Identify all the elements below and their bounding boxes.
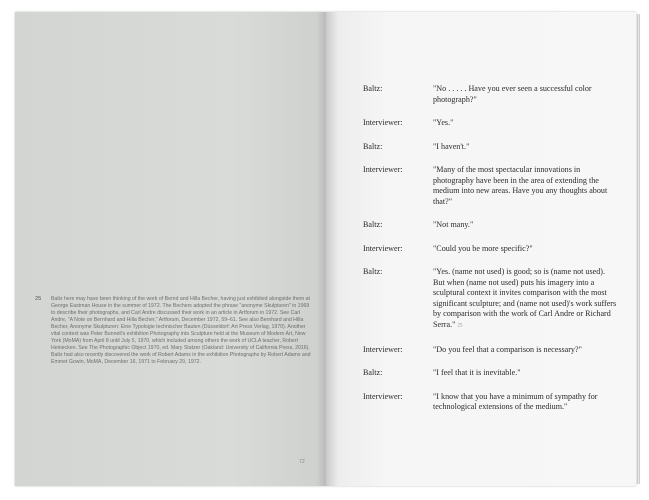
dialogue-row — [363, 345, 625, 356]
speaker-label: Baltz: — [363, 220, 383, 229]
speaker-label: Interviewer: — [363, 344, 403, 354]
speech-text: "Many of the most spectacular innovations in photography have been in the area of extending the medium into new areas. Have you any thoughts about that?" — [433, 165, 608, 206]
dialogue-row — [363, 220, 625, 231]
speech-text: "Could you be more specific?" — [433, 243, 533, 253]
dialogue-row — [363, 142, 625, 153]
speech-text: "I know that you have a minimum of sympathy for technological extensions of the medium." — [433, 391, 598, 411]
speech-with-footnote — [433, 267, 618, 332]
dialogue-row — [363, 118, 625, 129]
speaker-label: Interviewer: — [363, 165, 403, 174]
speaker-label: Interviewer: — [363, 118, 403, 127]
speech-text: "I haven't." — [433, 141, 470, 151]
speech-text: "No . . . . . Have you ever seen a successful color photograph?" — [433, 84, 592, 104]
page-number: 72 — [299, 459, 305, 465]
speech-text: "Yes. (name not used) is good; so is (name not used). But when (name not used) puts his imagery into a sculptural context it invites comparison with the most significant sculpture; and (name not used)'s work suffers by comparison with the work of Carl Andre or Richard Serra." — [433, 267, 617, 329]
footnote-number: 25 — [35, 296, 42, 302]
dialogue-row — [363, 368, 625, 379]
footnote-reference[interactable]: 25 — [457, 323, 463, 328]
footnote-text: Baltz here may have been thinking of the work of Bernd and Hilla Becher, having just exhibited alongside them at George Eastman House in the summer of 1972. The Bechers adopted the phrase "anonyme Skulpturen" in 1969 to describe their photographs, and Carl Andre discussed their work in an article in Artforum in 1972. See Carl Andre, "A Note on Bernhard and Hilla Becher," Artforum, December 1972, 59–61. See also Bernhard and Hilla Becher, Anonyme Skulpturen: Eine Typologie technischer Bauten (Düsseldorf: Art Press Verlag, 1970). Another vital context was Peter Bunnell's exhibition Photography into Sculpture held at the Museum of Modern Art, New York (MoMA) from April 8 until July 5, 1970, which included among others the work of UCLA teacher, Robert Heinecken. See The Photographic Object 1970, ed. Mary Statzer (Oakland: University of California Press, 2016). Baltz had also recently discovered the work of Robert Adams in the exhibition Photographs by Robert Adams and Emmet Gowin, MoMA, December 16, 1971 to February 29, 1972. — [51, 296, 311, 365]
dialogue-row — [363, 244, 625, 255]
speaker-label: Baltz: — [363, 368, 383, 377]
speech-text: "Do you feel that a comparison is necessary?" — [433, 344, 582, 354]
speaker-label: Interviewer: — [363, 243, 403, 253]
dialogue-row — [363, 267, 625, 332]
speaker-label: Interviewer: — [363, 391, 403, 401]
speech-text: "Yes." — [433, 118, 454, 127]
interview-dialogue — [363, 84, 625, 426]
dialogue-row — [363, 165, 625, 207]
speech-text: "Not many." — [433, 220, 474, 229]
footnote — [35, 296, 315, 366]
speaker-label: Baltz: — [363, 84, 383, 93]
speaker-label: Baltz: — [363, 267, 383, 276]
left-page — [15, 12, 326, 486]
speech-text: "I feel that it is inevitable." — [433, 368, 521, 377]
dialogue-row — [363, 392, 625, 413]
page-edge — [636, 14, 640, 484]
speaker-label: Baltz: — [363, 141, 383, 151]
dialogue-row — [363, 84, 625, 105]
